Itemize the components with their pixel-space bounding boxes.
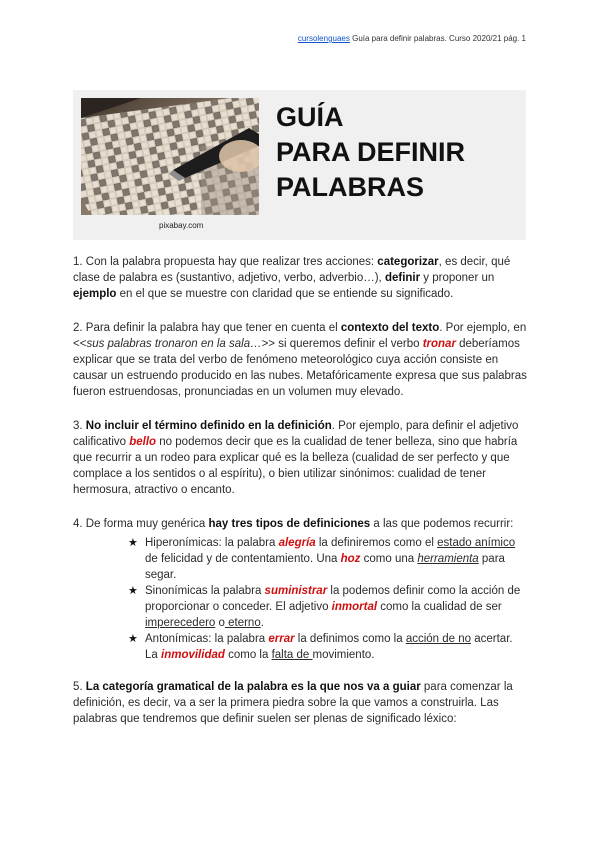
text-run: la podemos definir como la acción de proporcionar o conceder. El adjetivo [145, 585, 521, 613]
underlined-term: eterno [224, 617, 261, 629]
text-run: . [260, 617, 264, 629]
highlighted-word: inmovilidad [161, 649, 225, 661]
highlighted-word: tronar [422, 338, 456, 350]
paragraph-5 [73, 679, 528, 727]
title-line-3: PALABRAS [276, 172, 424, 202]
list-item-hiperonimicas [128, 535, 528, 583]
text-run: a las que podemos recurrir: [370, 518, 514, 530]
title-line-1: GUÍA [276, 102, 344, 132]
header-link[interactable]: cursolenguaes [297, 34, 350, 43]
text-run: 3. [73, 420, 86, 432]
underlined-term: estado anímico [437, 537, 516, 549]
text-run: 4. De forma muy genérica [73, 518, 209, 530]
text-run: 1. Con la palabra propuesta hay que realizar tres acciones: [73, 256, 378, 268]
paragraph-1 [73, 254, 528, 302]
text-run: movimiento. [312, 649, 375, 661]
bold-term: contexto del texto [340, 322, 440, 334]
paragraph-4 [73, 516, 528, 532]
highlighted-word: bello [129, 436, 157, 448]
bold-term: definir [384, 272, 421, 284]
text-run: o [215, 617, 225, 629]
underlined-term: herramienta [417, 553, 479, 565]
italic-quote: sus palabras tronaron en la sala… [86, 338, 262, 350]
text-run: y proponer un [420, 272, 495, 284]
bold-term: No incluir el término definido en la definición [85, 420, 332, 432]
title-line-2: PARA DEFINIR [276, 137, 465, 167]
page-header [298, 34, 526, 43]
text-run: para segar. [145, 553, 505, 581]
crossword-pen-image [81, 98, 259, 215]
text-run: Hiperonímicas: la palabra [145, 537, 279, 549]
bold-term: La categoría gramatical de la palabra es la que nos va a guiar [85, 681, 421, 693]
underlined-term: acción de no [405, 633, 472, 645]
list-item-sinonimicas [128, 583, 528, 631]
highlighted-word: inmortal [331, 601, 378, 613]
text-run: . Por ejemplo, en << [73, 322, 527, 350]
text-run: la definimos como la [294, 633, 406, 645]
underlined-term: falta de [271, 649, 313, 661]
list-item-antonimicas [128, 631, 528, 663]
text-run: la definiremos como el [315, 537, 438, 549]
text-run: como la [224, 649, 272, 661]
header-text: Guía para definir palabras. Curso 2020/21 pág. 1 [349, 34, 526, 43]
text-run: >> si queremos definir el verbo [261, 338, 423, 350]
definition-types-list [73, 535, 528, 663]
star-bullet-icon: ★ [128, 585, 138, 597]
text-run: 2. Para definir la palabra hay que tener en cuenta el [73, 322, 341, 334]
bold-term: ejemplo [73, 288, 117, 300]
text-run: Antonímicas: la palabra [145, 633, 269, 645]
bold-term: hay tres tipos de definiciones [208, 518, 371, 530]
text-run: para comenzar la definición, es decir, va a ser la primera piedra sobre la que vamos a construirla. Las palabras que tendremos que definir suelen ser plenas de significado léxico: [73, 681, 513, 725]
image-credit: pixabay.com [159, 221, 204, 230]
text-run: Sinonímicas la palabra [145, 585, 265, 597]
text-run: , es decir, qué clase de palabra es (sustantivo, adjetivo, verbo, adverbio…), [73, 256, 511, 284]
underlined-term: imperecedero [145, 617, 216, 629]
text-run: en el que se muestre con claridad que se entiende su significado. [116, 288, 454, 300]
text-run: de felicidad y de contentamiento. Una [145, 553, 341, 565]
bold-term: categorizar [377, 256, 439, 268]
text-run: como la cualidad de ser [377, 601, 502, 613]
highlighted-word: suministrar [264, 585, 328, 597]
crossword-photo [81, 98, 259, 215]
text-run: . Por ejemplo, para definir el adjetivo calificativo [73, 420, 519, 448]
text-run: como una [360, 553, 418, 565]
document-body [73, 254, 528, 745]
star-bullet-icon: ★ [128, 633, 138, 645]
text-run: no podemos decir que es la cualidad de tener belleza, sino que habría que recurrir a un rodeo para explicar qué es la belleza (cualidad de ser perfecto y que complace a los sentidos o al espíritu), o bien utilizar sinónimos: cualidad de tener hermosura, atractivo o encanto. [73, 436, 518, 496]
paragraph-3 [73, 418, 528, 498]
page-title [276, 100, 465, 205]
text-run: 5. [73, 681, 86, 693]
text-run: deberíamos explicar que se trata del verbo de fenómeno meteorológico cuya acción consiste en causar un estruendo producido en las nubes. Metafóricamente expresa que sus palabras fueron estruendosas, pronunciadas en un volumen muy elevado. [73, 338, 527, 398]
highlighted-word: alegría [278, 537, 316, 549]
paragraph-2 [73, 320, 528, 400]
title-banner [73, 90, 526, 240]
highlighted-word: errar [268, 633, 295, 645]
star-bullet-icon: ★ [128, 537, 138, 549]
text-run: acertar. La [145, 633, 513, 661]
highlighted-word: hoz [340, 553, 361, 565]
